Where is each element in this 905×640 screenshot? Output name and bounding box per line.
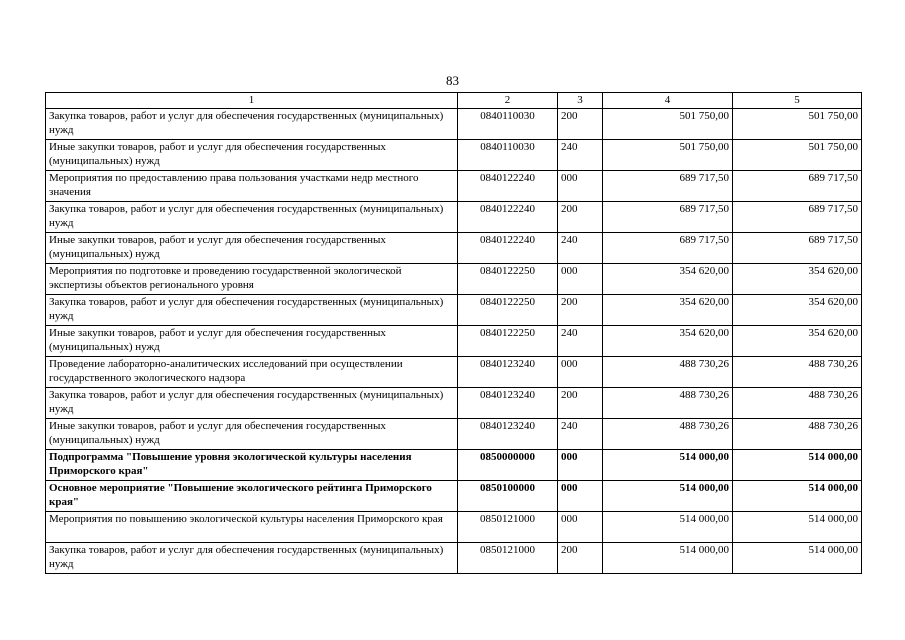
row-amount-5: 689 717,50 (733, 171, 862, 202)
row-amount-5: 501 750,00 (733, 140, 862, 171)
row-amount-5: 501 750,00 (733, 109, 862, 140)
row-name: Основное мероприятие "Повышение экологического рейтинга Приморского края" (46, 481, 458, 512)
row-name: Мероприятия по подготовке и проведению государственной экологической экспертизы объектов регионального уровня (46, 264, 458, 295)
row-type: 240 (558, 233, 603, 264)
row-name: Подпрограмма "Повышение уровня экологической культуры населения Приморского края" (46, 450, 458, 481)
row-name: Закупка товаров, работ и услуг для обеспечения государственных (муниципальных) нужд (46, 202, 458, 233)
row-amount-4: 488 730,26 (603, 388, 733, 419)
row-name: Закупка товаров, работ и услуг для обеспечения государственных (муниципальных) нужд (46, 295, 458, 326)
row-amount-4: 488 730,26 (603, 357, 733, 388)
row-code: 0850000000 (458, 450, 558, 481)
table-row (46, 419, 862, 450)
table-row (46, 109, 862, 140)
row-amount-5: 488 730,26 (733, 357, 862, 388)
row-amount-5: 354 620,00 (733, 264, 862, 295)
row-type: 000 (558, 357, 603, 388)
table-row (46, 171, 862, 202)
row-name: Мероприятия по повышению экологической культуры населения Приморского края (46, 512, 458, 543)
row-type: 200 (558, 202, 603, 233)
row-amount-5: 488 730,26 (733, 388, 862, 419)
header-row (46, 93, 862, 109)
row-amount-4: 354 620,00 (603, 264, 733, 295)
table-row (46, 202, 862, 233)
row-type: 200 (558, 388, 603, 419)
row-code: 0840122250 (458, 295, 558, 326)
row-type: 240 (558, 140, 603, 171)
row-name: Мероприятия по предоставлению права пользования участками недр местного значения (46, 171, 458, 202)
row-amount-4: 501 750,00 (603, 140, 733, 171)
table-row (46, 357, 862, 388)
row-type: 000 (558, 512, 603, 543)
column-header-1: 1 (46, 93, 458, 109)
row-code: 0840123240 (458, 357, 558, 388)
row-code: 0840122240 (458, 202, 558, 233)
row-amount-4: 354 620,00 (603, 326, 733, 357)
table-row (46, 543, 862, 574)
row-code: 0850121000 (458, 512, 558, 543)
row-amount-4: 514 000,00 (603, 450, 733, 481)
column-header-5: 5 (733, 93, 862, 109)
row-amount-4: 488 730,26 (603, 419, 733, 450)
row-code: 0840123240 (458, 388, 558, 419)
column-header-2: 2 (458, 93, 558, 109)
table-row (46, 388, 862, 419)
table-row (46, 140, 862, 171)
column-header-3: 3 (558, 93, 603, 109)
row-name: Закупка товаров, работ и услуг для обеспечения государственных (муниципальных) нужд (46, 543, 458, 574)
row-amount-4: 514 000,00 (603, 481, 733, 512)
row-code: 0840110030 (458, 140, 558, 171)
row-name: Проведение лабораторно-аналитических исследований при осуществлении государственного экологического надзора (46, 357, 458, 388)
row-amount-5: 514 000,00 (733, 450, 862, 481)
row-name: Иные закупки товаров, работ и услуг для обеспечения государственных (муниципальных) нужд (46, 233, 458, 264)
row-amount-4: 689 717,50 (603, 233, 733, 264)
row-code: 0840123240 (458, 419, 558, 450)
row-type: 200 (558, 109, 603, 140)
table-row (46, 450, 862, 481)
row-amount-5: 488 730,26 (733, 419, 862, 450)
table-row (46, 326, 862, 357)
row-code: 0840122240 (458, 233, 558, 264)
column-header-4: 4 (603, 93, 733, 109)
row-name: Закупка товаров, работ и услуг для обеспечения государственных (муниципальных) нужд (46, 388, 458, 419)
row-name: Иные закупки товаров, работ и услуг для обеспечения государственных (муниципальных) нужд (46, 140, 458, 171)
row-amount-4: 501 750,00 (603, 109, 733, 140)
row-amount-5: 354 620,00 (733, 326, 862, 357)
row-code: 0840110030 (458, 109, 558, 140)
row-code: 0850121000 (458, 543, 558, 574)
row-amount-4: 514 000,00 (603, 512, 733, 543)
row-name: Иные закупки товаров, работ и услуг для обеспечения государственных (муниципальных) нужд (46, 326, 458, 357)
row-amount-5: 689 717,50 (733, 233, 862, 264)
row-type: 200 (558, 295, 603, 326)
row-amount-4: 689 717,50 (603, 171, 733, 202)
row-amount-5: 354 620,00 (733, 295, 862, 326)
row-type: 200 (558, 543, 603, 574)
page-number: 83 (446, 73, 459, 88)
row-code: 0850100000 (458, 481, 558, 512)
row-name: Иные закупки товаров, работ и услуг для обеспечения государственных (муниципальных) нужд (46, 419, 458, 450)
row-amount-4: 514 000,00 (603, 543, 733, 574)
row-type: 000 (558, 171, 603, 202)
row-type: 000 (558, 264, 603, 295)
budget-table (45, 92, 862, 574)
row-amount-5: 689 717,50 (733, 202, 862, 233)
row-code: 0840122250 (458, 264, 558, 295)
table-row (46, 512, 862, 543)
row-amount-4: 354 620,00 (603, 295, 733, 326)
row-type: 000 (558, 481, 603, 512)
row-code: 0840122240 (458, 171, 558, 202)
table-row (46, 481, 862, 512)
row-type: 000 (558, 450, 603, 481)
table-row (46, 264, 862, 295)
row-amount-5: 514 000,00 (733, 543, 862, 574)
row-amount-5: 514 000,00 (733, 512, 862, 543)
row-type: 240 (558, 419, 603, 450)
table-row (46, 233, 862, 264)
row-name: Закупка товаров, работ и услуг для обеспечения государственных (муниципальных) нужд (46, 109, 458, 140)
row-amount-4: 689 717,50 (603, 202, 733, 233)
row-code: 0840122250 (458, 326, 558, 357)
row-amount-5: 514 000,00 (733, 481, 862, 512)
table-row (46, 295, 862, 326)
row-type: 240 (558, 326, 603, 357)
